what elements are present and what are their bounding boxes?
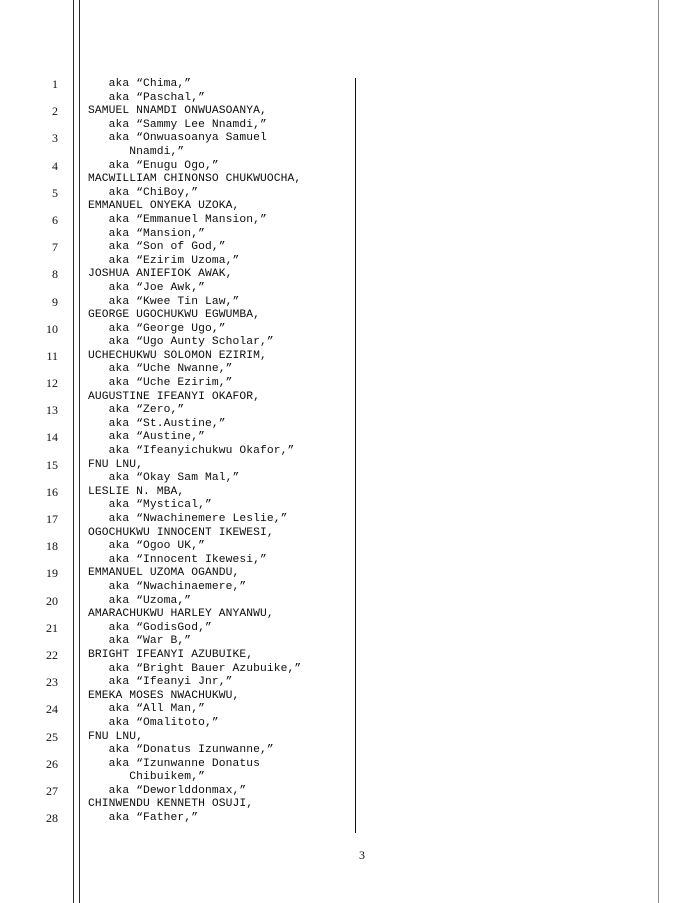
text-line: aka “Zero,”: [88, 404, 185, 417]
line-number: 3: [52, 131, 58, 146]
text-line: aka “Enugu Ogo,”: [88, 159, 219, 172]
text-line: EMEKA MOSES NWACHUKWU,: [88, 689, 240, 702]
text-line: aka “Nwachinemere Leslie,”: [88, 513, 288, 525]
text-line: OGOCHUKWU INNOCENT IKEWESI,: [88, 526, 274, 539]
line-number: 17: [46, 512, 58, 526]
line-number: 25: [46, 729, 58, 744]
page-number: 3: [359, 848, 365, 862]
text-line: aka “Uche Nwanne,”: [88, 363, 233, 376]
text-line: FNU LNU,: [88, 730, 144, 743]
text-line: aka “Mystical,”: [88, 499, 212, 512]
pleading-rule-left-outer: [73, 0, 74, 903]
text-line: SAMUEL NNAMDI ONWUASOANYA,: [88, 105, 267, 118]
text-line: aka “All Man,”: [88, 703, 205, 716]
text-line: JOSHUA ANIEFIOK AWAK,: [88, 268, 233, 281]
text-line: aka “Donatus Izunwanne,”: [88, 744, 274, 757]
page-edge-border: [658, 0, 659, 903]
text-line: aka “St.Austine,”: [88, 417, 226, 430]
line-number: 16: [46, 484, 58, 499]
text-line: Chibuikem,”: [88, 771, 205, 784]
text-line: aka “War B,”: [88, 635, 192, 648]
text-line: aka “Mansion,”: [88, 227, 205, 240]
line-number: 6: [52, 212, 58, 227]
text-line: AUGUSTINE IFEANYI OKAFOR,: [88, 390, 260, 403]
text-line: CHINWENDU KENNETH OSUJI,: [88, 798, 254, 811]
text-line: aka “Omalitoto,”: [88, 716, 219, 729]
document-body-text: [88, 78, 358, 826]
text-line: aka “Ezirim Uzoma,”: [88, 254, 240, 267]
text-line: aka “Okay Sam Mal,”: [88, 472, 240, 485]
text-line: AMARACHUKWU HARLEY ANYANWU,: [88, 608, 274, 621]
text-line: aka “Paschal,”: [88, 91, 205, 104]
line-number: 14: [46, 430, 58, 445]
line-number: 7: [52, 240, 58, 255]
text-line: aka “Kwee Tin Law,”: [88, 295, 240, 308]
line-number: 9: [52, 294, 58, 309]
text-line: aka “Emmanuel Mansion,”: [88, 213, 267, 226]
line-number: 11: [46, 348, 58, 363]
text-line: aka “Uche Ezirim,”: [88, 377, 233, 390]
text-line: MACWILLIAM CHINONSO CHUKWUOCHA,: [88, 173, 302, 186]
text-line: aka “Ifeanyi Jnr,”: [88, 676, 233, 689]
line-number: 15: [46, 457, 58, 472]
text-line: Nnamdi,”: [88, 145, 185, 158]
line-number: 2: [52, 104, 58, 119]
line-number: 10: [46, 321, 58, 336]
text-line: aka “Innocent Ikewesi,”: [88, 553, 267, 566]
line-number: 28: [46, 811, 58, 826]
text-line: aka “Ifeanyichukwu Okafor,”: [88, 445, 295, 458]
text-line: UCHECHUKWU SOLOMON EZIRIM,: [88, 349, 267, 362]
text-line: GEORGE UGOCHUKWU EGWUMBA,: [88, 309, 260, 322]
line-number: 19: [46, 566, 58, 581]
line-number: 8: [52, 267, 58, 282]
pleading-rule-left-inner: [79, 0, 80, 903]
text-line: EMMANUEL UZOMA OGANDU,: [88, 567, 240, 580]
line-number: 24: [46, 702, 58, 717]
line-number: 26: [46, 756, 58, 771]
text-line: aka “Sammy Lee Nnamdi,”: [88, 118, 267, 131]
line-number: 5: [52, 185, 58, 200]
line-number: 22: [46, 647, 58, 662]
line-number: 4: [52, 158, 58, 173]
text-line: aka “Ogoo UK,”: [88, 540, 205, 553]
text-line: aka “Joe Awk,”: [88, 281, 205, 294]
text-line: aka “George Ugo,”: [88, 322, 226, 335]
text-line: LESLIE N. MBA,: [88, 485, 185, 498]
line-number: 20: [46, 593, 58, 608]
text-line: aka “Uzoma,”: [88, 594, 192, 607]
text-line: BRIGHT IFEANYI AZUBUIKE,: [88, 648, 254, 661]
line-number: 21: [46, 620, 58, 635]
text-line: aka “Chima,”: [88, 78, 192, 90]
text-line: aka “Son of God,”: [88, 241, 226, 254]
text-line: aka “Bright Bauer Azubuike,”: [88, 662, 302, 675]
text-line: aka “ChiBoy,”: [88, 186, 199, 199]
text-line: FNU LNU,: [88, 458, 144, 471]
line-number: 23: [46, 675, 58, 690]
text-line: aka “Father,”: [88, 812, 199, 825]
text-line: aka “Deworlddonmax,”: [88, 784, 247, 797]
text-line: aka “GodisGod,”: [88, 621, 212, 634]
text-line: aka “Nwachinaemere,”: [88, 580, 247, 593]
line-number: 18: [46, 539, 58, 554]
line-number: 1: [52, 77, 58, 91]
text-line: aka “Ugo Aunty Scholar,”: [88, 336, 274, 349]
text-line: aka “Izunwanne Donatus: [88, 757, 260, 770]
line-number-column: [0, 78, 58, 839]
line-number: 13: [46, 403, 58, 418]
text-line: EMMANUEL ONYEKA UZOKA,: [88, 200, 240, 213]
line-number: 27: [46, 783, 58, 798]
line-number: 12: [46, 376, 58, 391]
text-line: aka “Onwuasoanya Samuel: [88, 132, 267, 145]
text-line: aka “Austine,”: [88, 431, 205, 444]
